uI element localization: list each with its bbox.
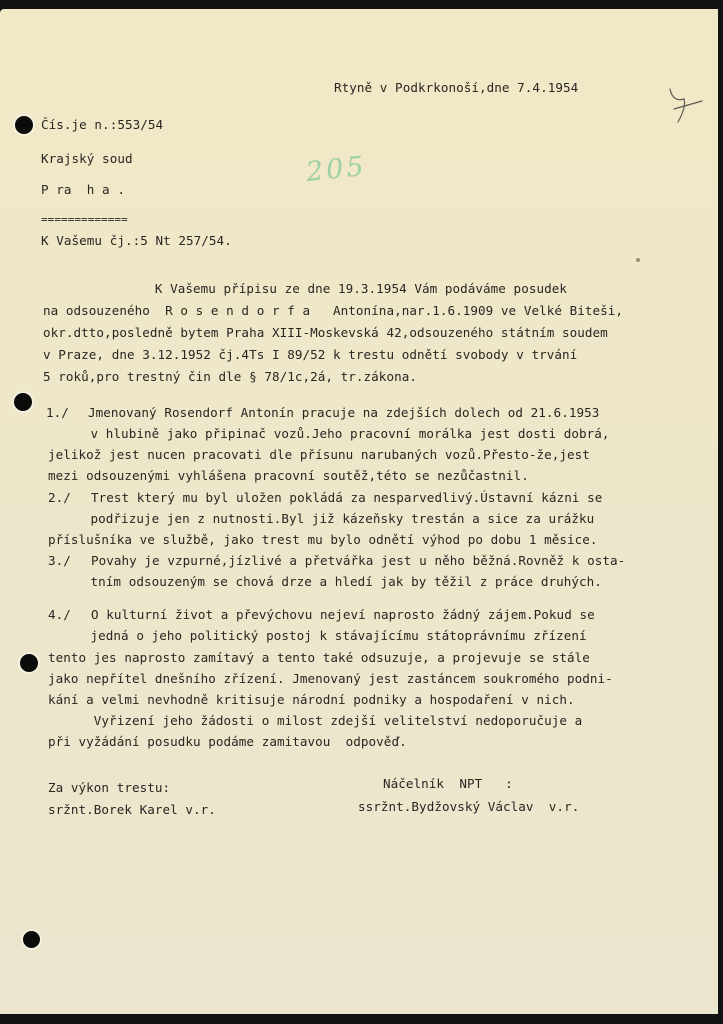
point-line: Povahy je vzpurné,jízlivé a přetvářka jest u něho běžná.Rovněž k osta- bbox=[91, 553, 626, 568]
handwritten-mark-icon bbox=[668, 85, 708, 125]
signature-left-title: Za výkon trestu: bbox=[48, 780, 171, 795]
intro-line: K Vašemu přípisu ze dne 19.3.1954 Vám podáváme posudek bbox=[48, 281, 567, 296]
signature-left-name: sržnt.Borek Karel v.r. bbox=[48, 802, 216, 817]
place-date: Rtyně v Podkrkonoší,dne 7.4.1954 bbox=[334, 80, 579, 95]
intro-line: na odsouzeného R o s e n d o r f a Antonína,nar.1.6.1909 ve Velké Biteši, bbox=[43, 303, 624, 318]
punch-hole-top bbox=[15, 116, 33, 134]
signature-right-title: Náčelník NPT : bbox=[383, 776, 513, 791]
point-number: 2./ bbox=[48, 490, 71, 505]
point-number: 4./ bbox=[48, 607, 71, 622]
point-line: jelikož jest nucen pracovati dle přísunu narubaných vozů.Přesto-že,jest bbox=[48, 447, 590, 462]
document-page bbox=[0, 9, 718, 1014]
point-number: 1./ bbox=[46, 405, 69, 420]
point-line: mezi odsouzenými vyhlášena pracovní soutěž,této se nezůčastnil. bbox=[48, 468, 529, 483]
point-line: tento jes naprosto zamítavý a tento také odsuzuje, a projevuje se stále bbox=[48, 650, 590, 665]
recipient-line-2: P ra h a . bbox=[41, 182, 125, 197]
closing-line: při vyžádání posudku podáme zamitavou odpověď. bbox=[48, 734, 407, 749]
intro-line: okr.dtto,posledně bytem Praha XIII-Moskevská 42,odsouzeného státním soudem bbox=[43, 325, 608, 340]
point-line: v hlubině jako připinač vozů.Jeho pracovní morálka jest dosti dobrá, bbox=[60, 426, 610, 441]
point-line: jako nepřítel dnešního zřízení. Jmenovaný jest zastáncem soukromého podni- bbox=[48, 671, 613, 686]
intro-line: v Praze, dne 3.12.1952 čj.4Ts I 89/52 k trestu odnětí svobody v trvání bbox=[43, 347, 578, 362]
intro-line: 5 roků,pro trestný čin dle § 78/1c,2á, tr.zákona. bbox=[43, 369, 417, 384]
point-line: příslušníka ve službě, jako trest mu bylo odnětí výhod po dobu 1 měsice. bbox=[48, 532, 598, 547]
recipient-line-1: Krajský soud bbox=[41, 151, 133, 166]
point-line: Jmenovaný Rosendorf Antonín pracuje na zdejších dolech od 21.6.1953 bbox=[88, 405, 600, 420]
point-number: 3./ bbox=[48, 553, 71, 568]
point-line: podřizuje jen z nutnosti.Byl již kázeňsky trestán a sice za urážku bbox=[60, 511, 595, 526]
punch-hole-lower bbox=[20, 654, 38, 672]
closing-line: Vyřizení jeho žádosti o milost zdejší velitelství nedoporučuje a bbox=[48, 713, 583, 728]
point-line: Trest který mu byl uložen pokládá za nesparvedlivý.Ústavní kázni se bbox=[91, 490, 603, 505]
recipient-underline: ============= bbox=[41, 213, 128, 226]
signature-right-name: ssržnt.Bydžovský Václav v.r. bbox=[358, 799, 580, 814]
punch-hole-middle bbox=[14, 393, 32, 411]
stamp-number: 205 bbox=[304, 150, 369, 189]
your-reference: K Vašemu čj.:5 Nt 257/54. bbox=[41, 233, 232, 248]
paper-speck bbox=[636, 258, 640, 262]
punch-hole-bottom bbox=[23, 931, 40, 948]
point-line: tním odsouzeným se chová drze a hledí jak by těžil z práce druhých. bbox=[60, 574, 602, 589]
reference-number: Čís.je n.:553/54 bbox=[41, 117, 164, 132]
point-line: kání a velmi nevhodně kritisuje národní podniky a hospodaření v nich. bbox=[48, 692, 575, 707]
point-line: O kulturní život a převýchovu nejeví naprosto žádný zájem.Pokud se bbox=[91, 607, 595, 622]
point-line: jedná o jeho politický postoj k stávajícímu státoprávnímu zřízení bbox=[60, 628, 587, 643]
